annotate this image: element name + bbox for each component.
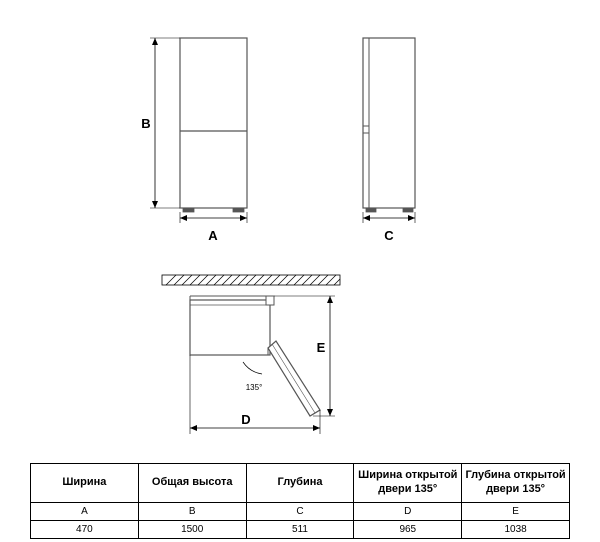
open-width-label: D: [241, 412, 251, 427]
angle-arc: [243, 362, 262, 374]
open-width-arrow-left: [190, 425, 197, 431]
code-d: D: [354, 503, 462, 521]
front-view-foot-left: [183, 208, 194, 212]
value-e: 1038: [462, 521, 570, 539]
top-view-open-door: [268, 341, 320, 416]
header-depth: Глубина: [246, 464, 354, 503]
side-view-group: [363, 38, 415, 243]
height-label: B: [141, 116, 151, 131]
height-arrow-top: [152, 38, 158, 45]
value-b: 1500: [138, 521, 246, 539]
code-c: C: [246, 503, 354, 521]
header-open-door-width: Ширина открытой двери 135°: [354, 464, 462, 503]
table-header-row: [31, 464, 570, 503]
front-view-group: [138, 38, 247, 243]
angle-label: 135°: [245, 383, 263, 392]
top-view-hinge-block: [266, 296, 274, 305]
open-depth-arrow-bottom: [327, 409, 333, 416]
front-view-foot-right: [233, 208, 244, 212]
value-d: 965: [354, 521, 462, 539]
open-width-arrow-right: [313, 425, 320, 431]
value-a: 470: [31, 521, 139, 539]
code-b: B: [138, 503, 246, 521]
code-e: E: [462, 503, 570, 521]
value-c: 511: [246, 521, 354, 539]
header-width: Ширина: [31, 464, 139, 503]
header-open-door-depth: Глубина открытой двери 135°: [462, 464, 570, 503]
open-depth-arrow-top: [327, 296, 333, 303]
depth-arrow-right: [408, 215, 415, 221]
side-view-foot-right: [403, 208, 413, 212]
width-arrow-right: [240, 215, 247, 221]
open-depth-label: E: [316, 340, 326, 355]
top-view-cabinet: [190, 300, 270, 355]
depth-label: C: [384, 228, 394, 243]
height-arrow-bottom: [152, 201, 158, 208]
code-a: A: [31, 503, 139, 521]
table-value-row: [31, 521, 570, 539]
width-arrow-left: [180, 215, 187, 221]
depth-arrow-left: [363, 215, 370, 221]
top-view-group: [162, 275, 340, 434]
dimension-table: [30, 463, 570, 539]
front-view-cabinet: [180, 38, 247, 208]
wall-hatch: [162, 275, 340, 285]
width-label: A: [208, 228, 218, 243]
table-code-row: [31, 503, 570, 521]
side-view-foot-left: [366, 208, 376, 212]
header-total-height: Общая высота: [138, 464, 246, 503]
side-view-cabinet: [363, 38, 415, 208]
